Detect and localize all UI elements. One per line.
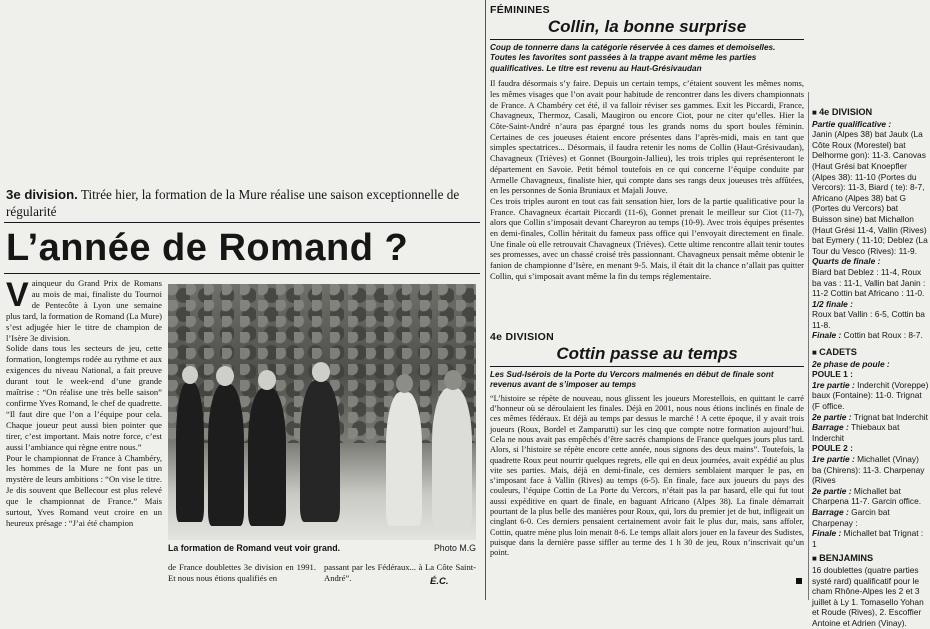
results-text: Michallet (Vinay) ba (Chirens): 11-3. Charpenay (Rives: [812, 454, 925, 486]
division4-article: [490, 331, 804, 559]
results-subtitle: 2e partie :: [812, 485, 852, 496]
drop-cap: V: [6, 276, 29, 314]
player-silhouette: [300, 380, 340, 522]
results-text: Michallet bat Trignat : 1: [812, 528, 924, 549]
divider: [4, 222, 480, 223]
feminines-article: [490, 4, 804, 282]
results-text: Janin (Alpes 38) bat Jaulx (La Côte Roux (Morestel) bat Delhorme gon): 11-3. Canovas (Haut Grési bat Knoepfler (Alpes 38): 11-10 (Portes du Vercors): 11-3, Biard ( te): 8-7, Africano (Alpes 38) bat G (Portes du Vercors) bat Buisson sine) bat Michallon (Haut Grési 11-4, Vallin (Rives) bat Eymery ( 11-10; Deblez (La Tour du Vesco (Rives): 11-9.: [812, 129, 928, 256]
divider: [490, 366, 804, 367]
column-separator: [808, 92, 809, 600]
feminines-lede: Coup de tonnerre dans la catégorie réservée à ces dames et demoiselles. Toutes les favorites sont passées à la trappe avant même les parties qualificatives. Le titre est revenu au Haut-Grésivaudan: [490, 43, 776, 73]
results-subtitle: Barrage :: [812, 422, 849, 433]
results-text: Cottin bat Roux : 8-7.: [843, 330, 923, 341]
player-silhouette: [386, 392, 422, 526]
results-text: Biard bat Deblez : 11-4, Roux ba vas : 11-1, Vallin bat Janin : 11-2 Cottin bat Africano : 11-0.: [812, 266, 926, 299]
player-silhouette: [248, 388, 286, 526]
benjamins-title: ■ BENJAMINS: [812, 553, 930, 565]
article-column-1: [6, 278, 162, 529]
article-kicker: [6, 186, 480, 220]
player-head: [444, 370, 462, 390]
player-silhouette: [432, 388, 472, 526]
article-column-3: passant par les Fédéraux... à La Côte Saint-André”.: [324, 562, 476, 584]
results-subtitle: 2e phase de poule :: [812, 358, 890, 369]
division4-results-title: ■ 4e DIVISION: [812, 107, 930, 119]
results-subtitle: Barrage :: [812, 506, 849, 517]
results-subtitle: 1re partie :: [812, 379, 855, 390]
results-text: Garcin bat Charpenay :: [812, 506, 890, 528]
results-text: 16 doublettes (quatre parties systé rard) qualificatif pour le cham Rhône-Alpes les 2 et 3 juillet à Ly 1. Tomasello Yohan et Roude (Rives), 2. Escoffier Antoine et Adrien (Vinay).: [812, 564, 924, 628]
poule-title: POULE 1 :: [812, 369, 853, 380]
results-text: Inderchit (Voreppe) baux (Fontaine): 11-0. Trignat (F office.: [812, 379, 929, 412]
cadets-title: ■ CADETS: [812, 347, 930, 359]
results-subtitle: Quarts de finale :: [812, 256, 881, 267]
division4-lede: Les Sud-Isérois de la Porte du Vercors malmenés en début de finale sont revenus avant de s’imposer au temps: [490, 370, 774, 390]
article-headline: L’année de Romand ?: [6, 227, 409, 269]
results-text: Michallet bat Charpena 11-7. Garcin office.: [812, 485, 922, 507]
article-column-2: de France doublettes 3e division en 1991. Et nous nous étions qualifiés en: [168, 562, 316, 584]
divider: [4, 273, 480, 274]
results-subtitle: 1/2 finale :: [812, 298, 853, 309]
division4-headline: Cottin passe au temps: [556, 344, 738, 363]
results-text: Thiebaux bat Inderchit: [812, 422, 900, 443]
results-column: [812, 104, 930, 628]
divider: [490, 39, 804, 40]
photo-credit: Photo M.G: [433, 543, 476, 553]
author-signature: É.C.: [430, 576, 449, 587]
feminines-body: Il faudra désormais s’y faire. Depuis un certain temps, c’étaient souvent les mêmes noms, les mêmes visages que l’on avait pour habitude de rencontrer dans les divers championnats de France. A Chambéry cet été, il va falloir réviser ses gammes. Exit les Piccardi, France, Chavagneux, Thermoz, Casali, Maugiron ou encore Ciot, pour ne citer qu’elles. Hier la Côte-Saint-André n’aura pas épargné tous les grands noms du sport boules féminin. Certaines de ces joueuses étaient encore présentes dans l’après-midi, mais en tant que simples spectatrices... Désormais, il faudra retenir les noms de Collin (Haut-Grésivaudan), Chavagneux (Trièves) et Gonnet (Bourgoin-Jallieu), les trois triples qui représenteront le département en Savoie. Petit bémol toutefois en ce qui concerne l’équipe conduite par Armelle Chavagneux, finaliste hier, qui compte dans ses rangs deux joueuses très affûtées, en les personnes de Sonia Bruniaux et Majali Jouve. Ces trois triples auront en tout cas fait sensation hier, lors de la partie qualificative pour la France. Chavagneux écartait Piccardi (11-6), Gonnet prenait le meilleur sur Ciot (11-7), alors que Collin s’imposait devant Chareyron au temps (10-9). Avec trois équipes présentes en demi-finales, Collin héritait du fameux pass office qui l’envoyait directement en finale. Une finale où elle retrouvait Chavagneux (Trièves). Cette ultime rencontre allait tenir toutes ses promesses, avec un chassé croisé très passionnant. Chavagneux pensait même obtenir le fanion de championne d’Isère, en menant 9-5. Mais, il était dit la chance n’allait pas quitter Collin, qui s’imposait avant même la fin du temps réglementaire.: [490, 78, 804, 281]
division4-body: “L’histoire se répète de nouveau, nous glissent les joueurs Morestellois, en quittant le carré d’honneur où se déroulaient les finales. Déjà en 2001, nous nous étions inclinés en finale de ces mêmes fédéraux. Et déjà au temps par dessus le marché ! A cette époque, il y avait trois joueurs (Roux, Bordel et Zamparutti) sur les cinq que compte notre formation aujourd’hui. Cela ne nous avait pas empêchés d’être sacrés champions de France quelques jours plus tard. Alors, si l’histoire se répète encore cette année, nous signons des deux mains”. Toutefois, la quadrette Roux peut nourrir quelques regrets, elle qui en deux journées, avait expédié au plus vite ses parties. Mais, déjà en demi-finale, ces derniers semblaient marquer le pas, en s’imposant face à Vallin (Rives) au temps (6-5). En finale, face aux joueurs du pays des couleurs, l’équipe Cottin de La Porte du Vercors, n’était pas la par hasard, elle qui fut tout aussi expéditive en quart de finale, en baguant Africano (Alpes 38). La finale démarrait pourtant de la plus belle des manières pour Roux, qui, lors du premier jet de but, infligeait un cinglant 6-0. Ces derniers pensaient certainement avoir fait le plus dur, mais, sans affoler, Cottin, quatre mène plus loin menait 8-6. Le temps allait alors jouer en la faveur des Sudistes, puisque dans la dernière passe siffler au terme des 1 h 30 de jeu, Roux n’inscrivait qu’un point.: [490, 393, 804, 558]
results-text: Trignat bat Inderchit: [853, 411, 928, 422]
player-silhouette: [208, 384, 244, 526]
results-subtitle: Finale :: [812, 330, 842, 341]
player-head: [396, 374, 413, 393]
player-head: [182, 366, 198, 384]
column-separator: [485, 0, 486, 600]
player-silhouette: [176, 382, 204, 522]
section-label: FÉMININES: [490, 4, 550, 16]
results-subtitle: 2e partie :: [812, 411, 852, 422]
kicker-text: Titrée hier, la formation de la Mure réalise une saison exceptionnelle de régularité: [6, 187, 460, 219]
kicker-label: 3e division.: [6, 187, 78, 202]
article-body: ainqueur du Grand Prix de Romans au mois de mai, finaliste du Tournoi de Pentecôte à Lyon une semaine plus tard, la formation de Romand (La Mure) s’est adjugée hier le titre de champion de l’Isère 3e division. Solide dans tous les secteurs de jeu, cette formation, longtemps rodée au rythme et aux exigences du niveau National, a fait preuve durant tout le week-end d’une grande maîtrise : “On réalise une très belle saison” confirme Yves Romand, le chef de quadrette. “Il faut dire que l’on a l’équipe pour cela. Chaque joueur peut aussi bien pointer que tirer, c’est important. Mais notre force, c’est aussi l’ambiance qui règne entre nous.” Pour le championnat de France à Chambéry, les hommes de la Mure ne font pas un mystère de leurs ambitions : “On vise le titre. Je dis souvent que Bellecour est plus relevé que le championnat de France.” Mais surtout, Yves Romand veut croire en un heureux présage : “J’ai été champion: [6, 278, 162, 528]
left-article: [0, 0, 484, 600]
caption-text: La formation de Romand veut voir grand.: [168, 543, 341, 553]
end-square: [796, 578, 802, 584]
player-head: [258, 370, 276, 390]
results-subtitle: Finale :: [812, 528, 842, 539]
section-label: 4e DIVISION: [490, 331, 554, 343]
results-text: Roux bat Vallin : 6-5, Cottin ba 11-8.: [812, 309, 925, 330]
feminines-headline: Collin, la bonne surprise: [547, 17, 747, 36]
poule-title: POULE 2 :: [812, 443, 853, 454]
player-head: [312, 362, 330, 382]
photo-caption: [168, 543, 476, 553]
team-photo: [168, 284, 476, 540]
results-subtitle: 1re partie :: [812, 454, 855, 464]
player-head: [216, 366, 234, 386]
results-subtitle: Partie qualificative :: [812, 118, 892, 129]
